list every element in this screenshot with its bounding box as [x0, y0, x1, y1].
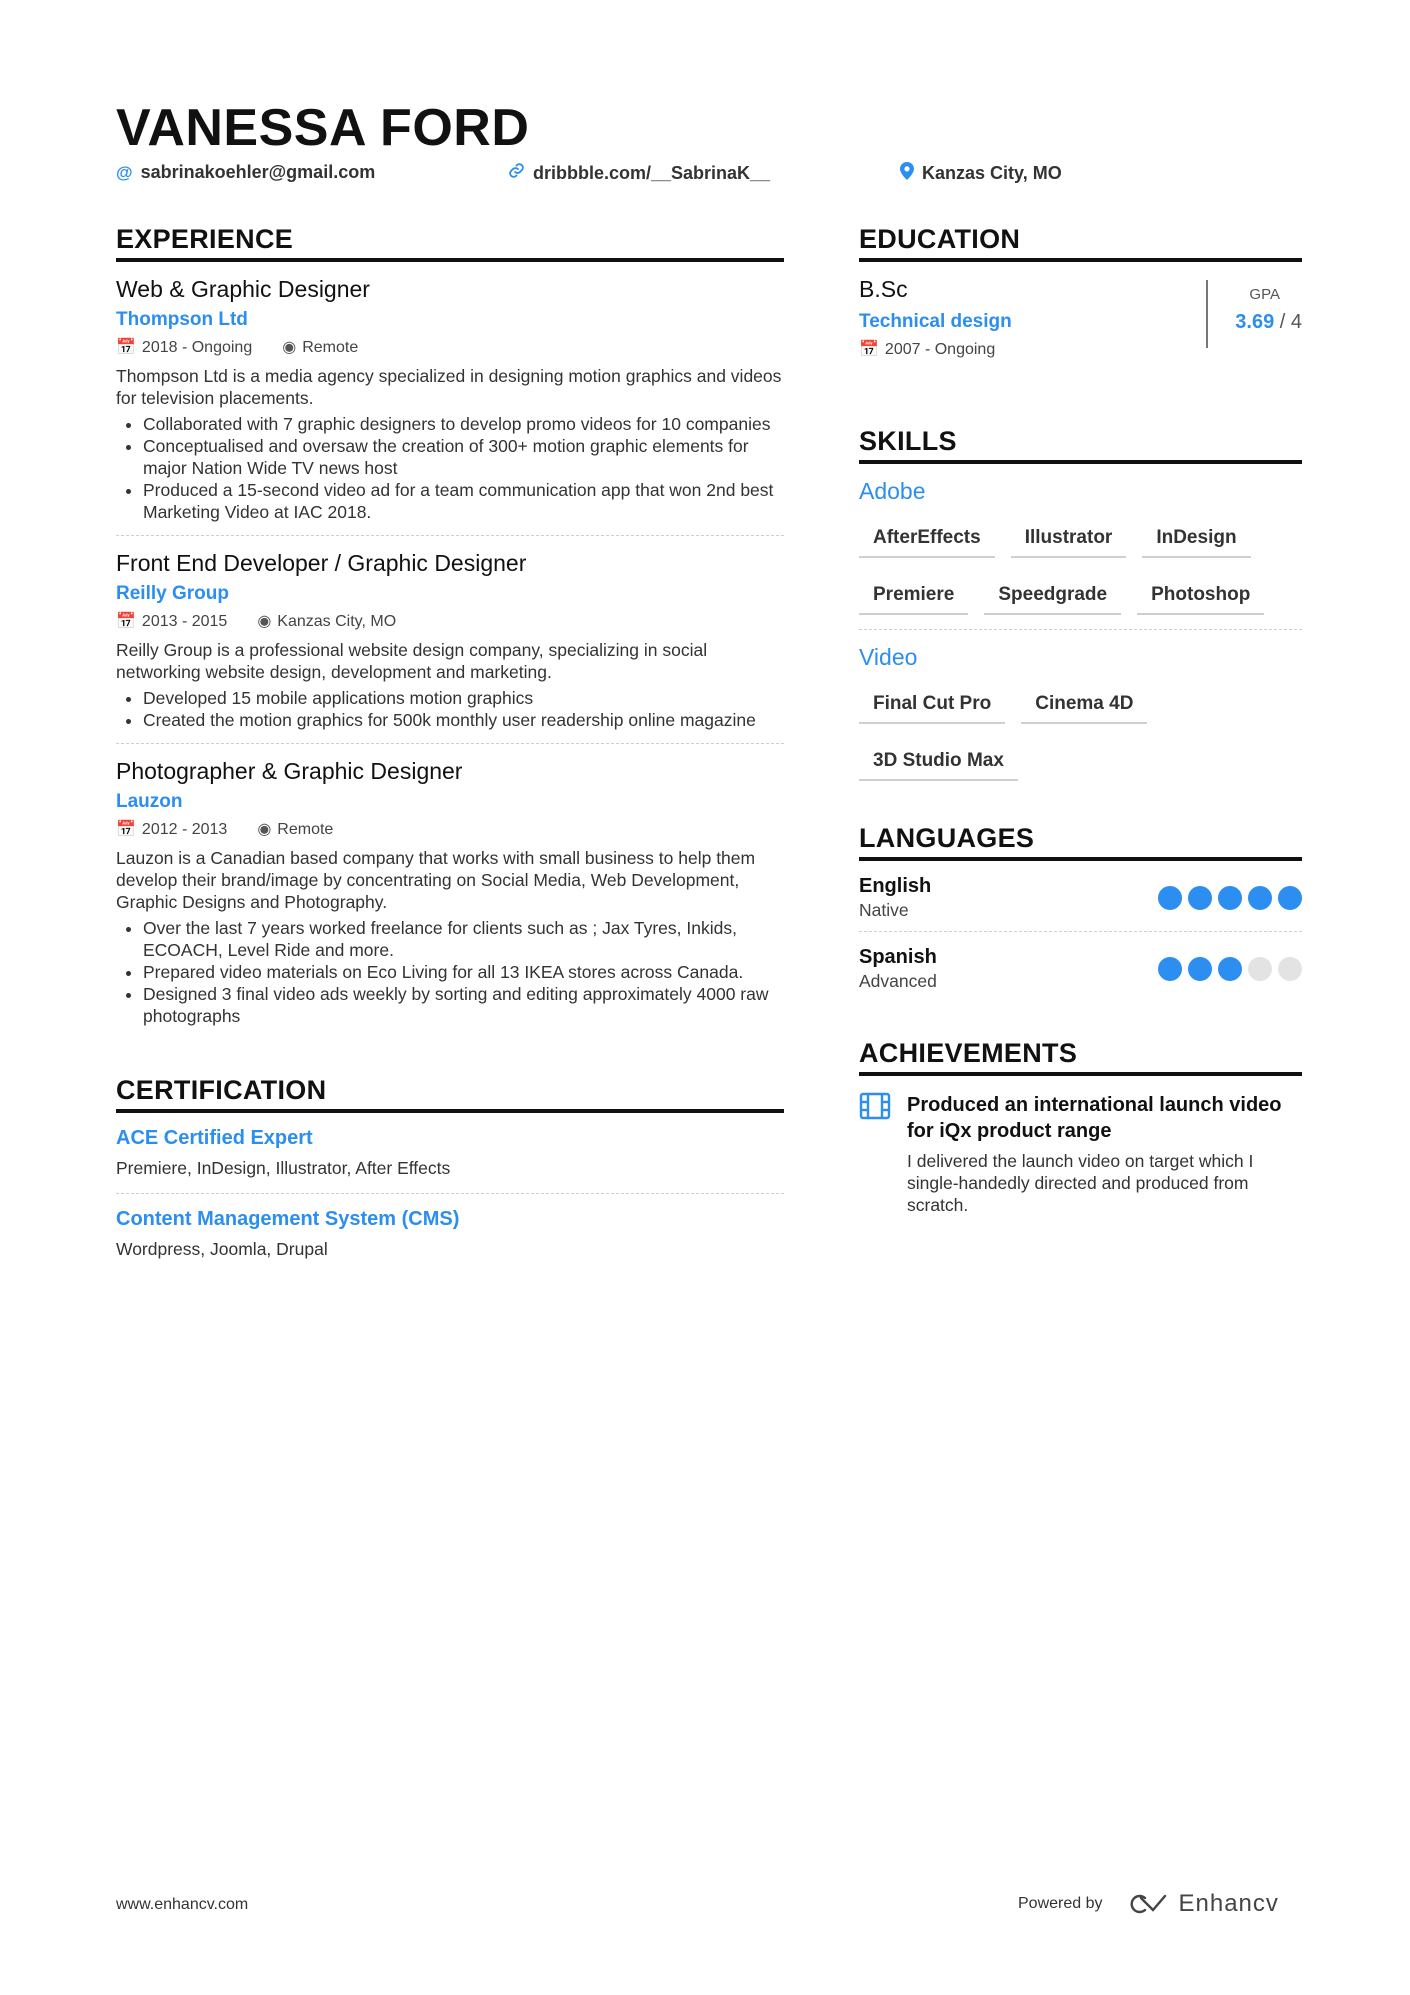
job-company: Thompson Ltd — [116, 309, 248, 330]
skill-tag: Speedgrade — [984, 574, 1121, 615]
contact-email[interactable] — [116, 162, 375, 183]
skill-tags — [859, 517, 1302, 615]
language-rating — [1158, 886, 1302, 910]
skill-tags — [859, 683, 1302, 781]
calendar-icon: 📅 — [116, 613, 136, 630]
skill-group — [859, 464, 1302, 630]
website-text: dribbble.com/__SabrinaK__ — [533, 162, 771, 183]
map-pin-icon: ◉ — [257, 821, 272, 838]
calendar-icon: 📅 — [859, 341, 879, 358]
skill-tag: Premiere — [859, 574, 968, 615]
map-pin-icon — [900, 162, 914, 185]
gpa-value-row: 3.69 / 4 — [1235, 311, 1302, 333]
skill-tag: Illustrator — [1011, 517, 1127, 558]
right-column — [859, 224, 1302, 1216]
rating-dot-filled — [1218, 957, 1242, 981]
job-company: Lauzon — [116, 791, 183, 812]
skill-tag: AfterEffects — [859, 517, 995, 558]
experience-item — [116, 262, 784, 536]
skills-heading: SKILLS — [859, 426, 1302, 464]
job-description: Lauzon is a Canadian based company that works with small business to help them develop their brand/image by concentrating on Social Media, Web Development, Graphic Designs and Photography. — [116, 848, 756, 912]
film-icon — [859, 1092, 891, 1216]
language-item — [859, 932, 1302, 1002]
job-location: Remote — [302, 339, 359, 356]
contact-location — [900, 162, 1062, 185]
language-level: Native — [859, 900, 909, 920]
brand-logo[interactable] — [1125, 1890, 1279, 1918]
languages-heading: LANGUAGES — [859, 823, 1302, 861]
skill-tag: Cinema 4D — [1021, 683, 1147, 724]
achievements-heading: ACHIEVEMENTS — [859, 1038, 1302, 1076]
job-role: Web & Graphic Designer — [116, 276, 370, 302]
job-bullet: • Collaborated with 7 graphic designers to develop promo videos for 10 companies — [143, 413, 784, 435]
job-bullet: • Developed 15 mobile applications motion graphics — [143, 687, 784, 709]
footer-website[interactable]: www.enhancv.com — [116, 1896, 249, 1913]
job-dates: 2012 - 2013 — [141, 821, 228, 838]
certification-heading: CERTIFICATION — [116, 1075, 784, 1113]
skill-group-title: Video — [859, 644, 918, 670]
education-heading: EDUCATION — [859, 224, 1302, 262]
job-description: Reilly Group is a professional website design company, specializing in social networking website design, development and marketing. — [116, 640, 708, 682]
cert-name: Content Management System (CMS) — [116, 1208, 460, 1230]
achievement-item — [859, 1076, 1302, 1216]
rating-dot-filled — [1278, 886, 1302, 910]
link-icon — [508, 162, 525, 184]
job-dates: 2018 - Ongoing — [141, 339, 253, 356]
skill-tag: InDesign — [1142, 517, 1250, 558]
footer-branding — [1018, 1890, 1279, 1918]
certification-item — [116, 1194, 784, 1274]
job-role: Photographer & Graphic Designer — [116, 758, 463, 784]
gpa-value: 3.69 — [1235, 311, 1275, 333]
language-level: Advanced — [859, 971, 937, 991]
job-description: Thompson Ltd is a media agency specialized in designing motion graphics and videos for television placements. — [116, 366, 782, 408]
job-company: Reilly Group — [116, 583, 229, 604]
education-dates: 2007 - Ongoing — [884, 341, 996, 358]
achievement-title: Produced an international launch video for iQx product range — [907, 1094, 1282, 1142]
school: Technical design — [859, 311, 1012, 332]
at-icon: @ — [116, 162, 133, 182]
map-pin-icon: ◉ — [282, 339, 297, 356]
skill-group — [859, 630, 1302, 781]
achievement-description: I delivered the launch video on target which I single-handedly directed and produced from scratch. — [907, 1151, 1254, 1215]
job-bullet: • Designed 3 final video ads weekly by sorting and editing approximately 4000 raw photographs — [143, 983, 784, 1027]
location-text: Kanzas City, MO — [922, 163, 1062, 183]
rating-dot-filled — [1248, 886, 1272, 910]
left-column — [116, 224, 784, 1274]
gpa-max: 4 — [1290, 311, 1302, 333]
job-location: Remote — [277, 821, 334, 838]
experience-heading: EXPERIENCE — [116, 224, 784, 262]
job-meta — [116, 337, 784, 357]
language-name: English — [859, 875, 932, 897]
gpa-label: GPA — [1249, 286, 1280, 303]
job-bullets — [116, 413, 784, 523]
experience-item — [116, 744, 784, 1039]
experience-item — [116, 536, 784, 744]
candidate-name: VANESSA FORD — [116, 99, 530, 157]
job-bullet: • Produced a 15-second video ad for a team communication app that won 2nd best Marketing Video at IAC 2018. — [143, 479, 784, 523]
cert-detail: Wordpress, Joomla, Drupal — [116, 1239, 328, 1259]
job-bullet: • Conceptualised and oversaw the creation of 300+ motion graphic elements for major Nation Wide TV news host — [143, 435, 784, 479]
rating-dot-filled — [1218, 886, 1242, 910]
job-bullets — [116, 687, 784, 731]
gpa-box — [1206, 280, 1302, 348]
map-pin-icon: ◉ — [257, 613, 272, 630]
calendar-icon: 📅 — [116, 821, 136, 838]
calendar-icon: 📅 — [116, 339, 136, 356]
skill-group-title: Adobe — [859, 478, 926, 504]
education-item — [859, 262, 1302, 386]
language-rating — [1158, 957, 1302, 981]
language-item — [859, 861, 1302, 932]
brand-name: Enhancv — [1178, 1890, 1279, 1917]
enhancv-logo-icon — [1125, 1892, 1171, 1916]
skill-tag: Final Cut Pro — [859, 683, 1005, 724]
rating-dot-empty — [1278, 957, 1302, 981]
job-dates: 2013 - 2015 — [141, 613, 228, 630]
skill-tag: 3D Studio Max — [859, 740, 1018, 781]
language-name: Spanish — [859, 946, 937, 968]
job-meta — [116, 611, 784, 631]
rating-dot-filled — [1188, 957, 1212, 981]
rating-dot-filled — [1158, 886, 1182, 910]
job-bullet: • Created the motion graphics for 500k monthly user readership online magazine — [143, 709, 784, 731]
job-bullet: • Prepared video materials on Eco Living for all 13 IKEA stores across Canada. — [143, 961, 784, 983]
rating-dot-filled — [1188, 886, 1212, 910]
rating-dot-empty — [1248, 957, 1272, 981]
contact-website[interactable] — [508, 162, 770, 184]
job-bullet: • Over the last 7 years worked freelance for clients such as ; Jax Tyres, Inkids, ECOACH, Level Ride and more. — [143, 917, 784, 961]
job-meta — [116, 819, 784, 839]
cert-name: ACE Certified Expert — [116, 1127, 313, 1149]
job-location: Kanzas City, MO — [277, 613, 397, 630]
skill-tag: Photoshop — [1137, 574, 1264, 615]
job-bullets — [116, 917, 784, 1027]
rating-dot-filled — [1158, 957, 1182, 981]
email-text: sabrinakoehler@gmail.com — [140, 162, 376, 182]
powered-by-text: Powered by — [1018, 1895, 1103, 1912]
job-role: Front End Developer / Graphic Designer — [116, 550, 527, 576]
cert-detail: Premiere, InDesign, Illustrator, After Effects — [116, 1158, 451, 1178]
degree: B.Sc — [859, 276, 908, 302]
certification-item — [116, 1113, 784, 1194]
